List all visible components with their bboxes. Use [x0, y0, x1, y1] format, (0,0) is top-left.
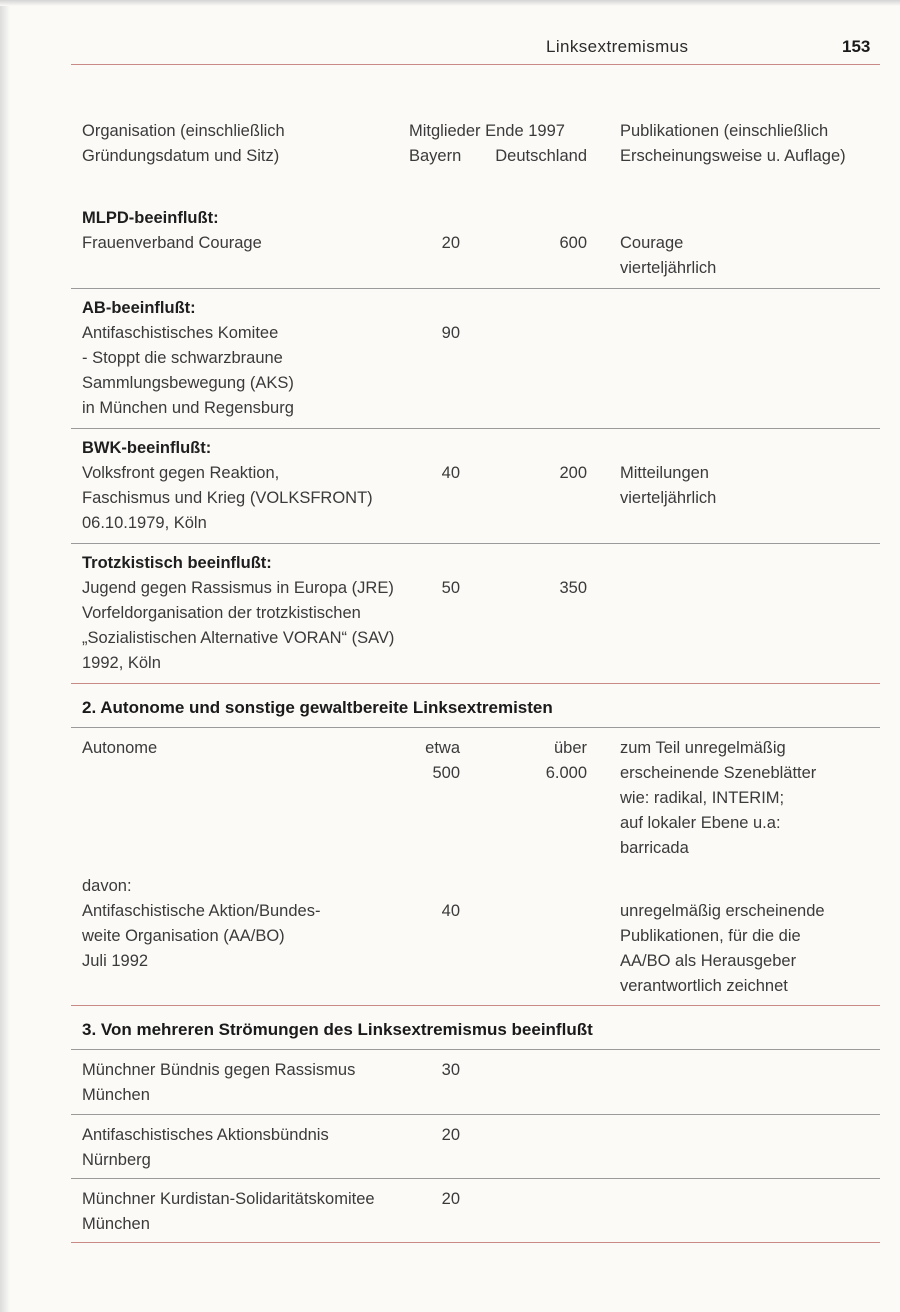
page-number: 153: [842, 37, 871, 56]
publication-line: Publikationen, für die die: [620, 927, 801, 945]
members-deutschland: 6.000: [545, 764, 587, 782]
members-deutschland: 350: [559, 579, 587, 597]
members-deutschland-qualifier: über: [553, 739, 587, 757]
members-deutschland: 200: [559, 464, 587, 482]
org-location: in München und Regensburg: [82, 399, 294, 417]
column-header-members: Mitglieder Ende 1997: [409, 122, 565, 140]
org-name: Frauenverband Courage: [82, 234, 262, 252]
members-bayern: 40: [441, 902, 460, 920]
page-top-shadow: [0, 0, 900, 6]
publication-frequency: vierteljährlich: [620, 259, 717, 277]
org-name: Antifaschistische Aktion/Bundes-: [82, 902, 321, 920]
table-bottom-rule: [71, 1242, 880, 1243]
org-founding: 1992, Köln: [82, 654, 161, 672]
members-deutschland: 600: [559, 234, 587, 252]
publication-line: barricada: [620, 839, 689, 857]
section-title: 3. Von mehreren Strömungen des Linksextremismus beeinflußt: [82, 1020, 593, 1039]
org-name: Volksfront gegen Reaktion,: [82, 464, 280, 482]
publication-line: AA/BO als Herausgeber: [620, 952, 797, 970]
org-location: Nürnberg: [82, 1151, 151, 1169]
publication-line: wie: radikal, INTERIM;: [620, 789, 785, 807]
members-bayern: 500: [432, 764, 460, 782]
publication: Courage: [620, 234, 684, 252]
members-bayern: 20: [441, 1190, 460, 1208]
members-bayern: 50: [441, 579, 460, 597]
group-heading: BWK-beeinflußt:: [82, 439, 212, 457]
group-divider: [71, 428, 880, 429]
org-name-line: Sammlungsbewegung (AKS): [82, 374, 294, 392]
row-divider: [71, 1178, 880, 1179]
running-header-title: Linksextremismus: [546, 37, 689, 56]
publication-frequency: vierteljährlich: [620, 489, 717, 507]
org-founding: Juli 1992: [82, 952, 149, 970]
members-bayern: 20: [441, 234, 460, 252]
members-bayern: 20: [441, 1126, 460, 1144]
column-header-organisation: Organisation (einschließlich: [82, 122, 285, 140]
members-bayern: 30: [441, 1061, 460, 1079]
org-name: Antifaschistisches Komitee: [82, 324, 279, 342]
column-header-publikationen-line2: Erscheinungsweise u. Auflage): [620, 147, 846, 165]
column-header-organisation-line2: Gründungsdatum und Sitz): [82, 147, 280, 165]
publication-line: verantwortlich zeichnet: [620, 977, 788, 995]
section-divider: [71, 1005, 880, 1006]
group-divider: [71, 543, 880, 544]
group-heading: Trotzkistisch beeinflußt:: [82, 554, 272, 572]
org-founding: 06.10.1979, Köln: [82, 514, 207, 532]
members-bayern: 40: [441, 464, 460, 482]
members-bayern: 90: [441, 324, 460, 342]
column-header-bayern: Bayern: [409, 147, 462, 165]
org-name-line: - Stoppt die schwarzbraune: [82, 349, 283, 367]
org-name-line: Vorfeldorganisation der trotzkistischen: [82, 604, 361, 622]
org-name: Jugend gegen Rassismus in Europa (JRE): [82, 579, 394, 597]
header-rule: [71, 64, 880, 65]
org-location: München: [82, 1215, 150, 1233]
group-divider: [71, 288, 880, 289]
publication: Mitteilungen: [620, 464, 709, 482]
group-heading: MLPD-beeinflußt:: [82, 209, 219, 227]
publication-line: auf lokaler Ebene u.a:: [620, 814, 781, 832]
org-location: München: [82, 1086, 150, 1104]
org-name: Antifaschistisches Aktionsbündnis: [82, 1126, 329, 1144]
subgroup-label: davon:: [82, 877, 132, 895]
org-name-line: Faschismus und Krieg (VOLKSFRONT): [82, 489, 373, 507]
group-heading: AB-beeinflußt:: [82, 299, 196, 317]
section-divider: [71, 683, 880, 684]
members-bayern-qualifier: etwa: [425, 739, 460, 757]
org-name: Münchner Bündnis gegen Rassismus: [82, 1061, 356, 1079]
org-name-line: weite Organisation (AA/BO): [82, 927, 285, 945]
column-header-publikationen: Publikationen (einschließlich: [620, 122, 829, 140]
publication-line: unregelmäßig erscheinende: [620, 902, 825, 920]
section-title-rule: [71, 1049, 880, 1050]
page-edge-shadow: [0, 0, 10, 1312]
publication-line: zum Teil unregelmäßig: [620, 739, 786, 757]
row-divider: [71, 1114, 880, 1115]
org-name-line: „Sozialistischen Alternative VORAN“ (SAV): [82, 629, 395, 647]
org-name: Autonome: [82, 739, 158, 757]
publication-line: erscheinende Szeneblätter: [620, 764, 817, 782]
org-name: Münchner Kurdistan-Solidaritätskomitee: [82, 1190, 375, 1208]
section-title-rule: [71, 727, 880, 728]
section-title: 2. Autonome und sonstige gewaltbereite Linksextremisten: [82, 698, 553, 717]
column-header-deutschland: Deutschland: [495, 147, 587, 165]
